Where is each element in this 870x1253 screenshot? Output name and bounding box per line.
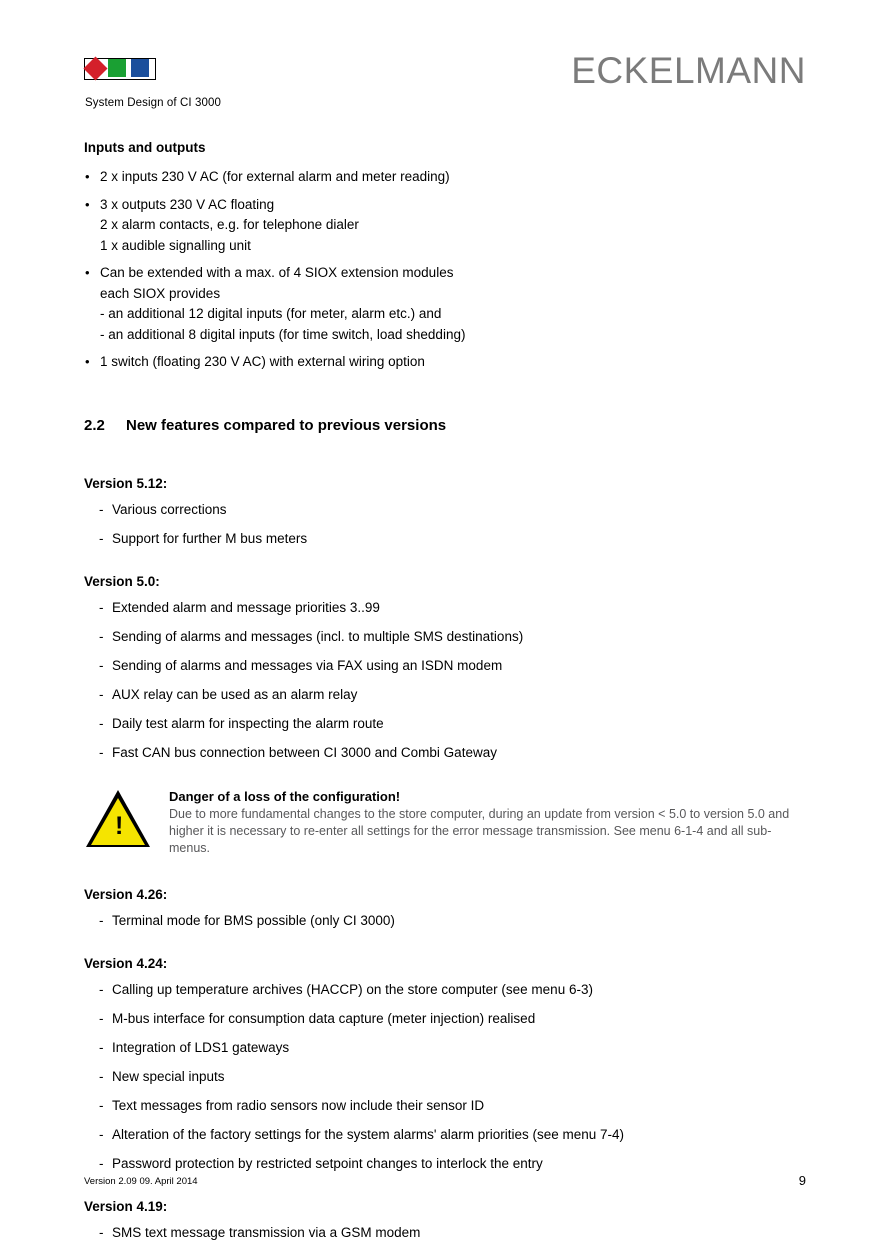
page-header <box>84 50 806 112</box>
bullet-subtext: - an additional 12 digital inputs (for meter, alarm etc.) and <box>100 306 442 321</box>
version-block <box>84 956 806 1173</box>
bullet-subtext: each SIOX provides <box>100 285 221 301</box>
version-block <box>84 574 806 762</box>
version-item-list <box>84 912 806 930</box>
warning-note <box>84 788 806 857</box>
version-block <box>84 1199 806 1242</box>
green-square-icon <box>108 59 126 77</box>
io-bullet-list <box>84 167 806 373</box>
warning-title: Danger of a loss of the configuration! <box>169 788 401 804</box>
chapter-number: 2.2 <box>84 416 105 434</box>
page-number: 9 <box>798 1173 806 1188</box>
page-footer <box>84 1173 806 1192</box>
list-item: - SMS text message transmission via a GSM modem <box>84 1224 806 1242</box>
list-item: - Extended alarm and message priorities 3..99 <box>84 599 806 617</box>
version-item-list <box>84 1224 806 1242</box>
list-item: - Fast CAN bus connection between CI 3000 and Combi Gateway <box>84 744 806 762</box>
list-item: - Alteration of the factory settings for the system alarms' alarm priorities (see menu 7-4) <box>84 1126 806 1144</box>
document-subtitle: System Design of CI 3000 <box>85 97 221 109</box>
section-heading-io: Inputs and outputs <box>84 140 206 155</box>
list-item <box>84 195 806 257</box>
version-block <box>84 887 806 930</box>
version-block <box>84 476 806 548</box>
list-item: - Calling up temperature archives (HACCP) on the store computer (see menu 6-3) <box>84 981 806 999</box>
list-item: - AUX relay can be used as an alarm relay <box>84 686 806 704</box>
version-title: Version 5.12: <box>84 475 168 491</box>
bullet-subtext: - an additional 8 digital inputs (for time switch, load shedding) <box>100 326 466 342</box>
page-content <box>84 140 806 1253</box>
exclamation-mark: ! <box>115 811 124 840</box>
chapter-title: New features compared to previous versions <box>126 416 447 434</box>
list-item: - New special inputs <box>84 1068 806 1086</box>
list-item: - Terminal mode for BMS possible (only CI 3000) <box>84 912 806 930</box>
list-item: - Daily test alarm for inspecting the alarm route <box>84 715 806 733</box>
footer-version: Version 2.09 09. April 2014 <box>84 1176 198 1187</box>
bullet-subtext: 2 x alarm contacts, e.g. for telephone dialer <box>100 217 359 232</box>
version-item-list <box>84 501 806 548</box>
list-item <box>84 352 806 373</box>
chapter-heading <box>84 417 806 434</box>
warning-text: Due to more fundamental changes to the store computer, during an update from version < 5.0 to version 5.0 and higher it is necessary to re-enter all settings for the error message transmission. See menu 6-1-4 and all sub-menus. <box>169 806 790 855</box>
version-item-list <box>84 599 806 762</box>
version-item-list <box>84 981 806 1173</box>
list-item: - Sending of alarms and messages (incl. to multiple SMS destinations) <box>84 628 806 646</box>
version-title: Version 5.0: <box>84 573 160 589</box>
version-title: Version 4.26: <box>84 886 168 902</box>
version-title: Version 4.24: <box>84 955 168 971</box>
version-title: Version 4.19: <box>84 1198 168 1214</box>
list-item <box>84 167 806 188</box>
list-item: - M-bus interface for consumption data capture (meter injection) realised <box>84 1010 806 1028</box>
bullet-text: 3 x outputs 230 V AC floating <box>100 196 275 212</box>
bullet-subtext: 1 x audible signalling unit <box>100 237 251 253</box>
list-item: - Text messages from radio sensors now include their sensor ID <box>84 1097 806 1115</box>
list-item: - Integration of LDS1 gateways <box>84 1039 806 1057</box>
bullet-text: 1 switch (floating 230 V AC) with external wiring option <box>100 354 425 369</box>
list-item <box>84 263 806 345</box>
eckelmann-logo <box>84 58 160 80</box>
list-item: - Support for further M bus meters <box>84 530 806 548</box>
bullet-text: 2 x inputs 230 V AC (for external alarm and meter reading) <box>100 169 450 184</box>
list-item: - Sending of alarms and messages via FAX using an ISDN modem <box>84 657 806 675</box>
warning-triangle-icon <box>86 790 150 847</box>
brand-title: ECKELMANN <box>571 50 806 91</box>
bullet-text: Can be extended with a max. of 4 SIOX extension modules <box>100 265 454 280</box>
blue-square-icon <box>131 59 149 77</box>
list-item: - Password protection by restricted setpoint changes to interlock the entry <box>84 1155 806 1173</box>
list-item: - Various corrections <box>84 501 806 519</box>
